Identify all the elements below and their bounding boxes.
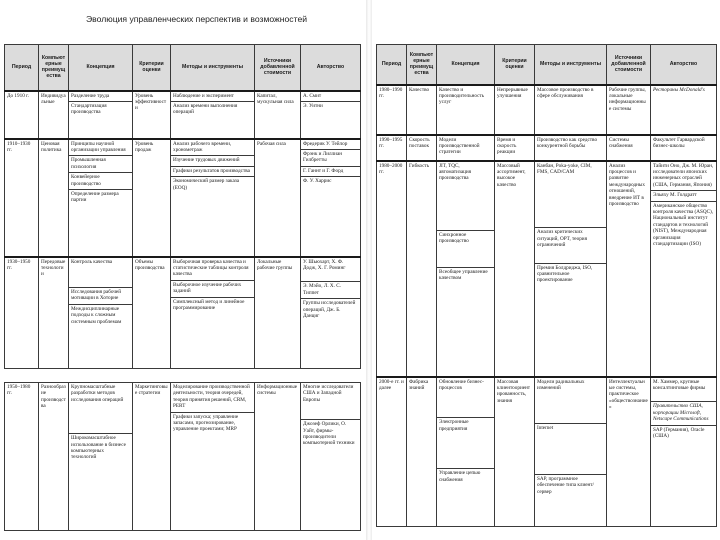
methods-item: Графики запуска; управление запасами, прогнозирование, управление проектами; MRP — [171, 412, 254, 433]
author-item: Многие исследователи США и Западной Европы — [303, 384, 354, 403]
advantage-cell: Фабрика знаний — [407, 377, 437, 527]
concept-item: Широкомасштабное использование в бизнесе компьютерных технологий — [69, 433, 132, 461]
author-item: Ф. У. Харрис — [301, 176, 360, 184]
concept-item: Крупномасштабные разработки методов исследования операций — [71, 384, 124, 403]
col-header-period: Период — [377, 45, 407, 85]
concept-cell — [69, 383, 133, 531]
methods-item: Моделирование производственной деятельности, теория очередей, теория принятия решений, CRM, PERT — [173, 384, 250, 410]
concept-cell — [69, 257, 133, 369]
period-cell: 1930–1950 гг. — [5, 257, 39, 369]
concept-cell — [69, 91, 133, 139]
table-row — [5, 91, 361, 139]
methods-item: Изучение трудовых движений — [171, 155, 254, 163]
table-row — [377, 85, 717, 135]
concept-item: Конвейерное производство — [69, 172, 132, 187]
advantage-cell: Скорость поставок — [407, 135, 437, 161]
authorship-cell: Факультет Гарвардской бизнес-школы — [651, 135, 717, 161]
author-item: М. Хаммер, крупные консалтинговые фирмы — [653, 378, 706, 391]
methods-item: Премия Болдриджа, ISO, сравнительное проектирование — [535, 263, 606, 284]
sources-cell: Интеллектуальные системы, практическое «обществознание» — [607, 377, 651, 527]
methods-cell — [171, 383, 255, 531]
col-header-methods: Методы и инструменты — [535, 45, 607, 85]
methods-item: Симплексный метод и линейное программирование — [171, 297, 254, 312]
methods-item: Экономический размер заказа (EOQ) — [171, 176, 254, 191]
table-row — [5, 383, 361, 531]
authorship-cell — [651, 161, 717, 377]
col-header-concept: Концепция — [437, 45, 495, 85]
methods-item: Модели радикальных изменений — [537, 378, 585, 391]
evolution-table-top — [4, 44, 361, 369]
table-row — [5, 139, 361, 257]
methods-item: Анализ критических ситуаций, OPT, теория ограничений — [535, 227, 606, 248]
authorship-cell — [301, 257, 361, 369]
methods-item: SAP, программное обеспечение типа клиент/сервер — [535, 474, 606, 495]
author-item: Американское общество контроля качества (ASQC), Национальный институт стандартов и технологий (NIST), Международная организация стандартизации (ISO) — [651, 201, 716, 248]
authorship-cell — [301, 139, 361, 257]
table-row — [5, 257, 361, 369]
methods-item: Анализ рабочего времени, хронометраж — [173, 140, 232, 153]
concept-item: Промышленная психология — [69, 155, 132, 170]
advantage-cell: Индивидуальные — [39, 91, 69, 139]
concept-item: JIT, TQC, автоматизация производства — [439, 162, 472, 182]
concept-item: Исследования рабочей мотивации в Хоторне — [69, 287, 132, 302]
concept-cell — [437, 377, 495, 527]
criteria-cell: Непрерывные улучшения — [495, 85, 535, 135]
col-header-sources: Источники добавленной стоимости — [607, 45, 651, 85]
criteria-cell: Массовый ассортимент, высокое качество — [495, 161, 535, 377]
period-cell: До 1910 г. — [5, 91, 39, 139]
author-item: SAP (Германия), Oracle (США) — [651, 425, 716, 440]
advantage-cell: Разнообразие производства — [39, 383, 69, 531]
author-item: Джозеф Орлики, О. Уайт, фирмы-производители компьютерной техники — [301, 419, 360, 447]
author-item: Г. Ганнт и Г. Форд — [301, 166, 360, 174]
period-cell: 1950–1980 гг. — [5, 383, 39, 531]
concept-cell — [437, 161, 495, 377]
criteria-cell: Время и скорость реакции — [495, 135, 535, 161]
author-item: У. Шьюхарт, Х. Ф. Додж, Х. Г. Роминг — [303, 258, 346, 271]
methods-item: Графики результатов производства — [171, 166, 254, 174]
methods-cell: Производство как средство конкурентной борьбы — [535, 135, 607, 161]
author-item: Правительство США, корпорации Microsoft, Netscape Communications — [651, 401, 716, 422]
col-header-concept: Концепция — [69, 45, 133, 91]
page-title: Эволюция управленческих перспектив и возможностей — [86, 14, 308, 24]
period-cell: 1910–1930 гг. — [5, 139, 39, 257]
col-header-criteria: Критерии оценки — [133, 45, 171, 91]
sources-cell: Информационные системы — [255, 383, 301, 531]
col-header-period: Период — [5, 45, 39, 91]
methods-item: Анализ времени выполнения операций — [171, 101, 254, 116]
col-header-sources: Источники добавленной стоимости — [255, 45, 301, 91]
authorship-cell — [651, 377, 717, 527]
table-row — [377, 161, 717, 377]
criteria-cell: Маркетинговые стратегии — [133, 383, 171, 531]
concept-item: Стандартизация производства — [69, 101, 132, 116]
table-header-row — [5, 45, 361, 91]
evolution-table-continued — [376, 44, 717, 527]
col-header-authorship: Авторство — [651, 45, 717, 85]
author-item: Тайити Оно, Дж. М. Юран, исследователи японских инженерных отраслей (США, Германия, Япония) — [653, 162, 714, 188]
sources-cell: Рабочая сила — [255, 139, 301, 257]
table-row — [377, 135, 717, 161]
sources-cell: Рабочие группы, локальные информационные системы — [607, 85, 651, 135]
author-item: Группы исследователей операций, Дж. Б. Данциг — [301, 298, 360, 319]
methods-cell — [171, 139, 255, 257]
sources-cell: Локальные рабочие группы — [255, 257, 301, 369]
methods-item: Internet — [535, 423, 606, 431]
col-header-methods: Методы и инструменты — [171, 45, 255, 91]
col-header-authorship: Авторство — [301, 45, 361, 91]
sources-cell: Капитал, мускульная сила — [255, 91, 301, 139]
author-item: Эльяху М. Голдратт — [651, 190, 716, 198]
methods-item: Наблюдение и эксперимент — [173, 92, 234, 99]
table-row — [377, 377, 717, 527]
authorship-cell: Рестораны McDonald's — [651, 85, 717, 135]
period-cell: 1990–1995 гг. — [377, 135, 407, 161]
authorship-cell — [301, 383, 361, 531]
col-header-advantages: Компьютерные преимущества — [407, 45, 437, 85]
table-header-row — [377, 45, 717, 85]
col-header-advantages: Компьютерные преимущества — [39, 45, 69, 91]
period-cell: 1980–1990 гг. — [377, 85, 407, 135]
concept-item: Синхронное производство — [437, 230, 494, 245]
author-item: Э. Мэйо, Л. Х. С. Типпет — [301, 281, 360, 296]
advantage-cell: Качество — [407, 85, 437, 135]
period-cell: 2000-е гг. и далее — [377, 377, 407, 527]
concept-cell — [69, 139, 133, 257]
concept-item: Определение размера партии — [69, 189, 132, 204]
concept-item: Разделение труда — [71, 92, 110, 99]
concept-item: Контроль качества — [71, 258, 113, 265]
methods-cell: Массовое производство в сфере обслуживания — [535, 85, 607, 135]
authorship-cell — [301, 91, 361, 139]
evolution-table-bottom — [4, 382, 361, 531]
right-page — [372, 0, 720, 540]
sources-cell: Анализ процессов и развитие международных отношений, внедрение ИТ в производство — [607, 161, 651, 377]
col-header-criteria: Критерии оценки — [495, 45, 535, 85]
criteria-cell: Уровень эффективности — [133, 91, 171, 139]
concept-item: Принципы научной организации управления — [71, 140, 126, 153]
methods-cell — [535, 377, 607, 527]
criteria-cell: Массовая клиентоориентированность, знания — [495, 377, 535, 527]
concept-cell: Качество и производительность услуг — [437, 85, 495, 135]
concept-item: Управление цепью снабжения — [437, 468, 494, 483]
author-item: Э. Уитни — [301, 101, 360, 109]
period-cell: 1980–2000 гг. — [377, 161, 407, 377]
methods-item: Выборочная проверка качества и статистические таблицы контроля качества — [173, 258, 249, 278]
advantage-cell: Передовые технологии — [39, 257, 69, 369]
sources-cell: Системы снабжения — [607, 135, 651, 161]
author-item: Фредерик У. Тейлор — [303, 140, 348, 147]
advantage-cell: Гибкость — [407, 161, 437, 377]
concept-cell: Модели производственной стратегии — [437, 135, 495, 161]
criteria-cell: Объемы производства — [133, 257, 171, 369]
concept-item: Электронные предприятия — [437, 417, 494, 432]
advantage-cell: Ценовая политика — [39, 139, 69, 257]
concept-item: Обновление бизнес-процессов — [439, 378, 484, 391]
author-item: Фрэнк и Лиллиан Гилбретты — [301, 149, 360, 164]
methods-cell — [535, 161, 607, 377]
author-item: А. Смит — [303, 92, 322, 99]
methods-item: Выборочное изучение рабочих заданий — [171, 280, 254, 295]
methods-item: Канбан, Poka-yoke, CIM, FMS, CAD/CAM — [537, 162, 592, 175]
concept-item: Всеобщее управление качеством — [437, 267, 494, 282]
methods-cell — [171, 257, 255, 369]
concept-item: Междисциплинарные подходы к сложным системным проблемам — [69, 304, 132, 325]
criteria-cell: Уровень продаж — [133, 139, 171, 257]
methods-cell — [171, 91, 255, 139]
